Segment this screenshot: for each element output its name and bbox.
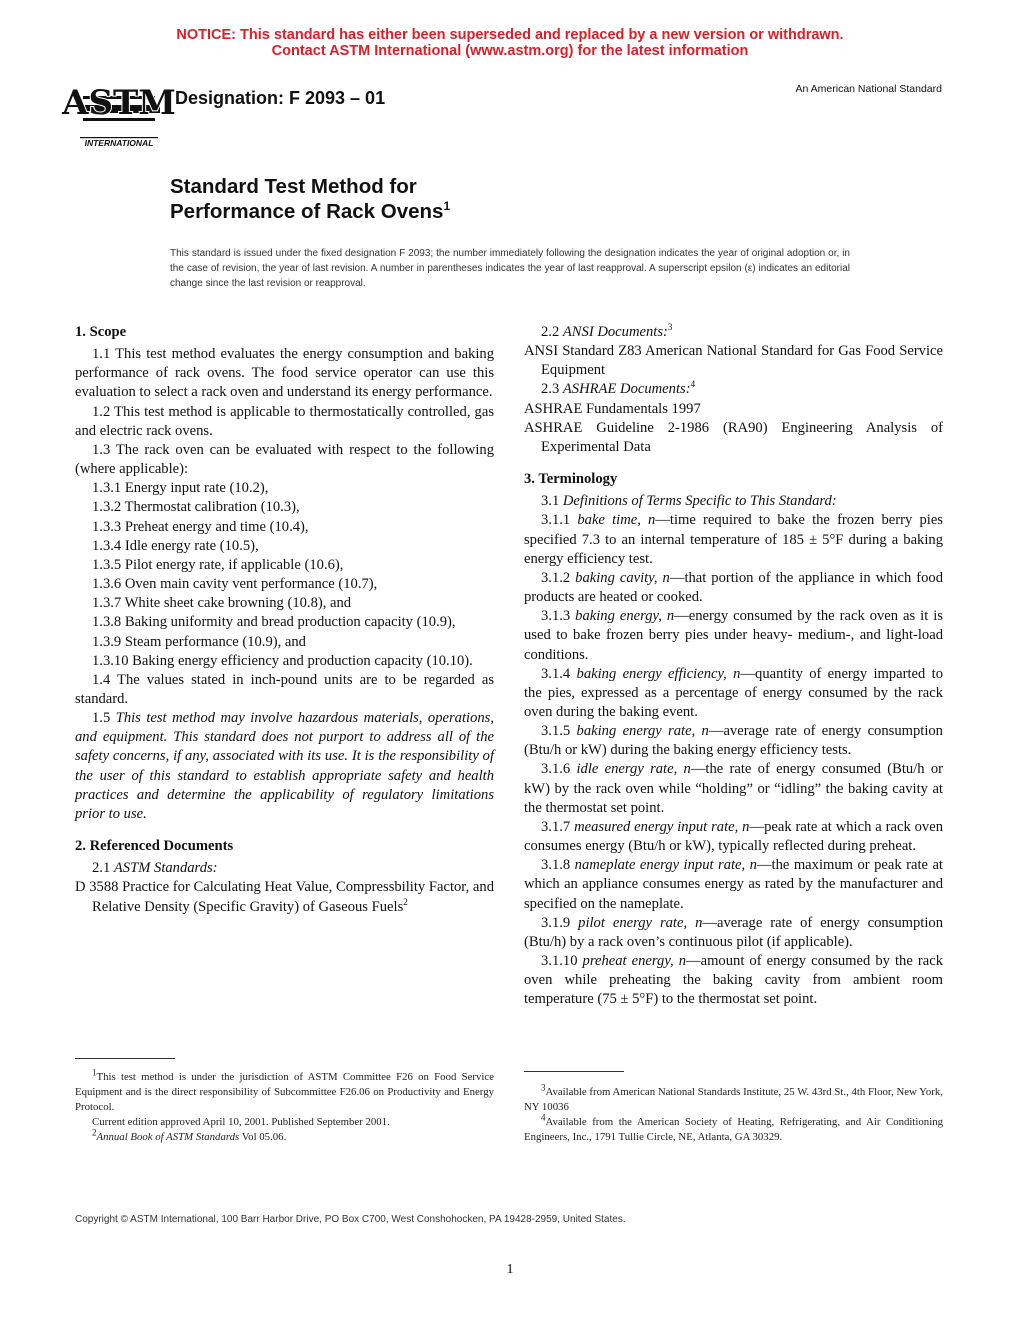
definition-text: —the rate of energy consumed (Btu/h or kW) by the rack oven while “holding” or “idling” the baking cavity at the thermostat set point. xyxy=(524,761,943,816)
footnote-3-mark: 3 xyxy=(541,1082,546,1093)
list-item: 1.3.1 Energy input rate (10.2), xyxy=(92,480,269,497)
definition-text: —average rate of energy consumption (Btu/h or kW) during the baking energy efficiency tests. xyxy=(524,723,943,759)
definition-number: 3.1.6 xyxy=(541,761,577,778)
definition-text: —energy consumed by the rack oven as it is used to bake frozen berry pies under heavy- medium-, and light-load conditions. xyxy=(524,608,943,663)
footnote-4-text: Available from the American Society of Heating, Refrigerating, and Air Conditioning Engineers, Inc., 1791 Tullie Circle, NE, Atlanta, GA 30329. xyxy=(524,1116,943,1143)
astm-logo-text: ASTM xyxy=(62,83,176,123)
definition-term: baking energy, n xyxy=(575,608,675,625)
definition-text: —time required to bake the frozen berry pies specified 7.3 to an internal temperature of 185 ± 5°F during a baking energy efficiency test. xyxy=(524,512,943,567)
section-2-3-footnote: 4 xyxy=(690,379,696,390)
definition-term: preheat energy, n xyxy=(582,953,686,969)
section-2-1-text: ASTM Standards: xyxy=(113,860,218,877)
left-column xyxy=(75,323,494,917)
section-1-2: 1.2 This test method is applicable to thermostatically controlled, gas and electric rack ovens. xyxy=(75,403,494,439)
definition-item xyxy=(524,914,943,952)
section-2-3-text: ASHRAE Documents: xyxy=(562,381,691,398)
footnotes-left xyxy=(75,1067,494,1145)
notice-banner xyxy=(0,27,1020,59)
definition-term: idle energy rate, n xyxy=(576,761,691,778)
list-item: 1.3.3 Preheat energy and time (10.4), xyxy=(92,518,309,535)
section-3-1 xyxy=(524,492,943,511)
definition-item xyxy=(524,818,943,856)
footnote-2-title: Annual Book of ASTM Standards xyxy=(96,1131,240,1143)
notice-line-2: Contact ASTM International (www.astm.org) for the latest information xyxy=(271,43,749,59)
terminology-heading: 3. Terminology xyxy=(524,471,618,488)
section-1-5 xyxy=(75,709,494,824)
definition-item xyxy=(524,511,943,568)
definition-text: —amount of energy consumed by the rack oven while preheating the baking cavity from ambient room temperature (75 ± 5°F) to the thermostat set point. xyxy=(524,953,943,1008)
footnote-1-edition: Current edition approved April 10, 2001. Published September 2001. xyxy=(92,1116,390,1128)
definition-item xyxy=(524,856,943,913)
definition-term: pilot energy rate, n xyxy=(578,914,703,931)
section-2-2-number: 2.2 xyxy=(541,324,563,340)
astm-logo xyxy=(62,72,176,152)
definition-number: 3.1.8 xyxy=(541,857,575,874)
section-1-3-10: 1.3.10 Baking energy efficiency and production capacity (10.10). xyxy=(92,652,473,669)
definition-item xyxy=(524,607,943,664)
definition-text: —peak rate at which a rack oven consumes energy (Btu/h or kW), typically reflected during preheat. xyxy=(524,818,943,855)
section-3-1-text: Definitions of Terms Specific to This Standard: xyxy=(562,493,837,510)
reference-ansi-z83: ANSI Standard Z83 American National Standard for Gas Food Service Equipment xyxy=(524,343,943,379)
footnote-4 xyxy=(524,1112,943,1145)
title-line-1: Standard Test Method for xyxy=(170,175,417,198)
footnote-1 xyxy=(75,1067,494,1115)
definition-item xyxy=(524,569,943,607)
page-number: 1 xyxy=(506,1262,514,1277)
footnote-2 xyxy=(75,1127,494,1145)
title-line-2-text: Performance of Rack Ovens xyxy=(170,200,444,223)
reference-d3588-footnote: 2 xyxy=(403,896,408,907)
reference-d3588-text: D 3588 Practice for Calculating Heat Value, Compressbility Factor, and Relative Density (Specific Gravity) of Gaseous Fuels xyxy=(75,879,494,915)
footnote-1-text: This test method is under the jurisdiction of ASTM Committee F26 on Food Service Equipment and is the direct responsibility of Subcommittee F26.06 on Productivity and Energy Protocol. xyxy=(75,1071,494,1113)
definition-item xyxy=(524,722,943,760)
definition-term: baking energy efficiency, n xyxy=(576,665,741,682)
definition-number: 3.1.3 xyxy=(541,608,576,625)
list-item: 1.3.5 Pilot energy rate, if applicable (10.6), xyxy=(92,556,344,573)
list-item: 1.3.6 Oven main cavity vent performance (10.7), xyxy=(92,576,378,593)
title-footnote-mark: 1 xyxy=(443,199,451,214)
footnote-2-mark: 2 xyxy=(92,1127,97,1138)
section-3-1-number: 3.1 xyxy=(541,493,563,510)
document-title xyxy=(170,174,450,224)
definition-number: 3.1.7 xyxy=(541,818,575,835)
american-national-standard: An American National Standard xyxy=(795,83,942,95)
list-item: 1.3.2 Thermostat calibration (10.3), xyxy=(92,499,300,516)
section-1-4: 1.4 The values stated in inch-pound units are to be regarded as standard. xyxy=(75,671,494,707)
definition-term: nameplate energy input rate, n xyxy=(574,857,757,874)
section-1-3-8: 1.3.8 Baking uniformity and bread production capacity (10.9), xyxy=(92,614,456,631)
section-1-3-9: 1.3.9 Steam performance (10.9), and xyxy=(92,633,306,650)
referenced-documents-heading: 2. Referenced Documents xyxy=(75,838,234,855)
scope-heading: 1. Scope xyxy=(75,324,127,340)
notice-line-1: NOTICE: This standard has either been superseded and replaced by a new version or withdrawn. xyxy=(176,27,844,43)
section-2-1-number: 2.1 xyxy=(92,860,114,877)
astm-logo-subtext: INTERNATIONAL xyxy=(84,138,154,148)
section-2-2-text: ANSI Documents: xyxy=(562,324,668,340)
definition-term: measured energy input rate, n xyxy=(574,818,750,835)
right-column xyxy=(524,323,943,1009)
definition-number: 3.1.5 xyxy=(541,723,577,740)
section-2-2 xyxy=(524,323,943,342)
definition-item xyxy=(524,665,943,722)
section-1-5-text: This test method may involve hazardous materials, operations, and equipment. This standard does not purport to address all of the safety concerns, if any, associated with its use. It is the responsibility of the user of this standard to establish appropriate safety and health practices and determine the applicability of regulatory limitations prior to use. xyxy=(75,710,495,822)
section-1-1: 1.1 This test method evaluates the energy consumption and baking performance of rack ovens. The food service operator can use this evaluation to select a rack oven and understand its energy performance. xyxy=(75,346,494,401)
section-2-3 xyxy=(524,380,943,399)
definition-number: 3.1.1 xyxy=(541,512,578,529)
footnote-3-text: Available from American National Standards Institute, 25 W. 43rd St., 4th Floor, New York, NY 10036 xyxy=(524,1086,943,1113)
reference-d3588 xyxy=(75,878,494,916)
copyright: Copyright © ASTM International, 100 Barr Harbor Drive, PO Box C700, West Conshohocken, PA 19428-2959, United States. xyxy=(75,1214,626,1225)
section-2-1 xyxy=(75,859,494,878)
definition-text: —average rate of energy consumption (Btu/h) by a rack oven’s continuous pilot (if applicable). xyxy=(524,914,943,950)
intro-paragraph: This standard is issued under the fixed designation F 2093; the number immediately following the designation indicates the year of original adoption or, in the case of revision, the year of last revision. A number in parentheses indicates the year of last reapproval. A superscript epsilon (ε) indicates an editorial change since the last revision or reapproval. xyxy=(170,248,850,289)
definition-term: baking cavity, n xyxy=(575,569,670,586)
footnote-divider-right xyxy=(524,1071,624,1072)
footnote-4-mark: 4 xyxy=(541,1112,546,1123)
footnotes-right xyxy=(524,1082,943,1145)
designation: Designation: F 2093 – 01 xyxy=(175,88,386,108)
footnote-divider-left xyxy=(75,1058,175,1059)
definition-term: baking energy rate, n xyxy=(576,723,709,740)
definition-number: 3.1.9 xyxy=(541,914,579,931)
list-item: 1.3.7 White sheet cake browning (10.8), and xyxy=(92,595,352,612)
definition-term: bake time, n xyxy=(577,512,656,529)
title-line-2 xyxy=(170,199,450,224)
definition-text: —the maximum or peak rate at which an appliance consumes energy as rated by the manufacturer and specified on the nameplate. xyxy=(524,857,943,912)
definition-number: 3.1.2 xyxy=(541,569,576,586)
list-item: 1.3.4 Idle energy rate (10.5), xyxy=(92,537,259,554)
section-1-3: 1.3 The rack oven can be evaluated with respect to the following (where applicable): xyxy=(75,441,494,478)
section-2-3-number: 2.3 xyxy=(541,381,563,398)
section-1-5-number: 1.5 xyxy=(92,710,116,727)
footnote-1-mark: 1 xyxy=(92,1067,97,1078)
astm-logo-icon xyxy=(62,72,176,152)
footnote-3 xyxy=(524,1082,943,1115)
reference-ashrae-fundamentals: ASHRAE Fundamentals 1997 xyxy=(524,400,701,417)
definition-item xyxy=(524,952,943,1009)
definition-number: 3.1.4 xyxy=(541,665,577,682)
definition-text: —quantity of energy imparted to the pies, expressed as a percentage of energy consumed by the rack oven during the baking event. xyxy=(524,665,943,720)
reference-ashrae-guideline: ASHRAE Guideline 2-1986 (RA90) Engineering Analysis of Experimental Data xyxy=(524,419,943,455)
definition-number: 3.1.10 xyxy=(541,953,583,969)
section-2-2-footnote: 3 xyxy=(667,322,673,333)
footnote-2-volume: Vol 05.06. xyxy=(239,1131,287,1143)
definition-text: —that portion of the appliance in which food products are heated or cooked. xyxy=(524,569,943,606)
definition-item xyxy=(524,760,943,817)
